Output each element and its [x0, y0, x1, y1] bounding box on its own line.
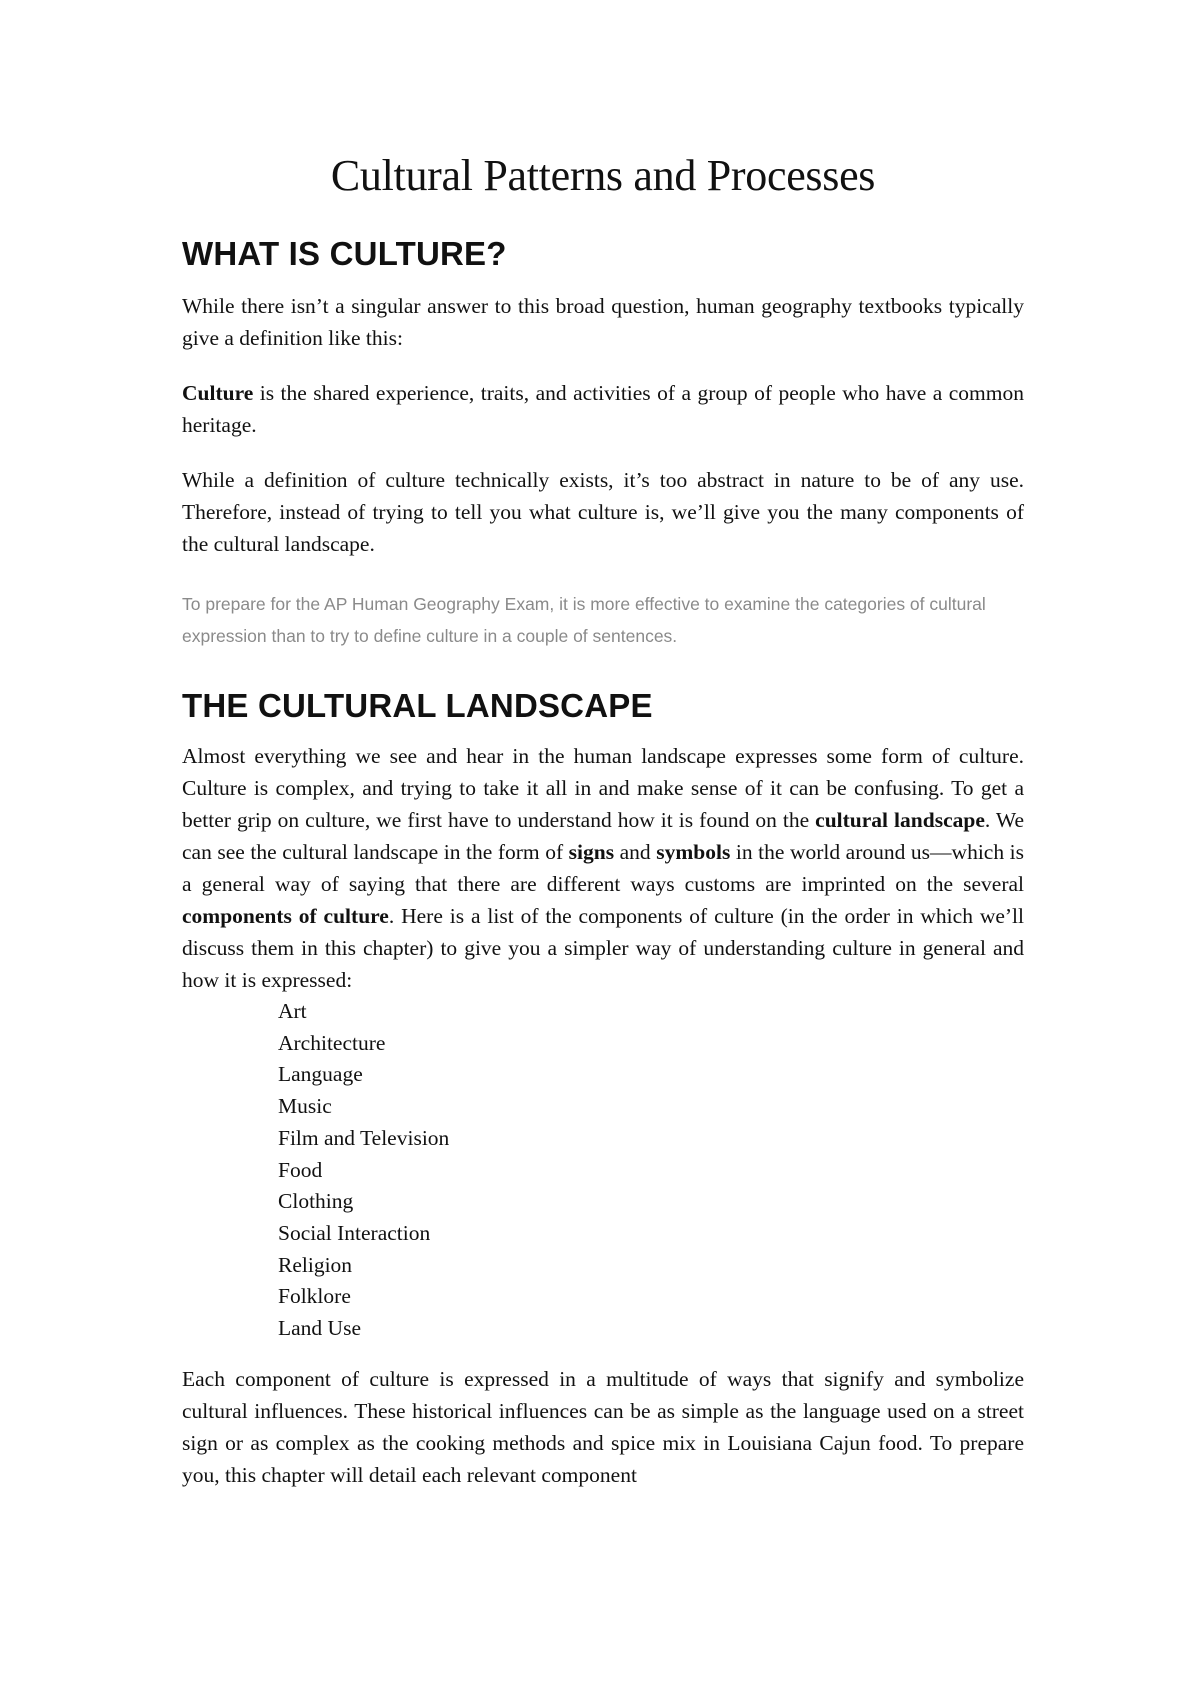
term-components-of-culture: components of culture — [182, 904, 389, 928]
closing-paragraph: Each component of culture is expressed in a multitude of ways that signify and symbolize cultural influences. These historical influences can be as simple as the language used on a street sign or as complex as the cooking methods and spice mix in Louisiana Cajun food. To prepare you, this chapter will detail each relevant component — [182, 1366, 1024, 1487]
list-item: Language — [278, 1062, 363, 1087]
list-item: Art — [278, 999, 307, 1023]
section-heading-cultural-landscape: THE CULTURAL LANDSCAPE — [182, 687, 653, 724]
list-item: Clothing — [278, 1189, 354, 1214]
list-item: Land Use — [278, 1316, 361, 1341]
list-item: Folklore — [278, 1284, 351, 1309]
term-symbols: symbols — [656, 840, 731, 864]
list-item: Architecture — [278, 1030, 386, 1055]
landscape-paragraph — [182, 740, 1024, 996]
abstract-paragraph: While a definition of culture technically exists, it’s too abstract in nature to be of any use. Therefore, instead of trying to tell you what culture is, we’ll give you the many components of the cultural landscape. — [182, 468, 1024, 556]
definition-paragraph — [182, 377, 1024, 441]
definition-term: Culture — [182, 381, 254, 405]
list-item: Food — [278, 1157, 323, 1182]
components-list — [182, 996, 1024, 1345]
landscape-text-c: and — [614, 840, 657, 864]
landscape-text-a: Almost everything we see and hear in the human landscape expresses some form of culture. Culture is complex, and trying to take it all in and make sense of it can be confusing. To get a better grip on culture, we first have to understand how it is found on the — [182, 744, 1024, 832]
list-item: Film and Television — [278, 1125, 450, 1150]
list-item: Social Interaction — [278, 1220, 431, 1245]
section-heading-what-is-culture: WHAT IS CULTURE? — [182, 235, 507, 272]
list-item: Music — [278, 1094, 332, 1119]
document-title: Cultural Patterns and Processes — [330, 151, 876, 200]
landscape-text-e: . Here is a list of the components of culture (in the order in which we’ll discuss them in this chapter) to give you a simpler way of understanding culture in general and how it is expressed: — [182, 904, 1024, 992]
page-content — [182, 146, 1024, 1491]
list-item: Religion — [278, 1252, 353, 1277]
intro-paragraph: While there isn’t a singular answer to this broad question, human geography textbooks typically give a definition like this: — [182, 294, 1024, 350]
landscape-text-d: in the world around us—which is a general way of saying that there are different ways customs are imprinted on the several — [182, 840, 1024, 896]
definition-text: is the shared experience, traits, and activities of a group of people who have a common heritage. — [182, 381, 1024, 437]
exam-tip-note: To prepare for the AP Human Geography Exam, it is more effective to examine the categories of cultural expression than to try to define culture in a couple of sentences. — [182, 594, 986, 646]
term-cultural-landscape: cultural landscape — [815, 808, 985, 832]
landscape-text-b: . We can see the cultural landscape in the form of — [182, 808, 1024, 864]
term-signs: signs — [568, 840, 615, 864]
